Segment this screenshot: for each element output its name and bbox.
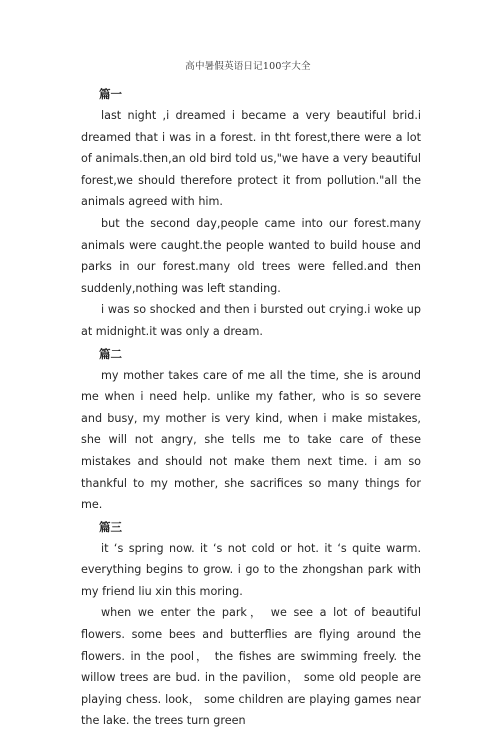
document-body xyxy=(81,83,421,732)
paragraph: my mother takes care of me all the time, she is around me when i need help. unlike my father, who is so severe and busy, my mother is very kind, when i make mistakes, she will not angry, she tells me to take care of these mistakes and should not make them next time. i am so thankful to my mother, she sacrifices so many things for me. xyxy=(81,368,421,512)
section-2 xyxy=(81,343,421,516)
paragraph: it ‘s spring now. it ‘s not cold or hot. it ‘s quite warm. everything begins to grow. i go to the zhongshan park with my friend liu xin this moring. xyxy=(81,541,421,598)
paragraph: but the second day,people came into our forest.many animals were caught.the people wanted to build house and parks in our forest.many old trees were felled.and then suddenly,nothing was left standing. xyxy=(81,216,421,295)
section-3 xyxy=(81,516,421,732)
document-title: 高中暑假英语日记100字大全 xyxy=(185,61,311,72)
section-1 xyxy=(81,83,421,343)
section-heading: 篇三 xyxy=(99,519,122,534)
section-heading: 篇二 xyxy=(99,346,122,361)
section-heading: 篇一 xyxy=(99,87,122,101)
paragraph: i was so shocked and then i bursted out crying.i woke up at midnight.it was only a dream. xyxy=(81,303,421,338)
paragraph: when we enter the park， we see a lot of beautiful flowers. some bees and butterflies are flying around the flowers. in the pool， the fishes are swimming freely. the willow trees are bud. in the pavilion， some old people are playing chess. look， some children are playing games near the lake. the trees turn green xyxy=(81,606,421,728)
paragraph: last night ,i dreamed i became a very beautiful brid.i dreamed that i was in a forest. in tht forest,there were a lot of animals.then,an old bird told us,"we have a very beautiful forest,we should therefore protect it from pollution."all the animals agreed with him. xyxy=(81,109,421,209)
